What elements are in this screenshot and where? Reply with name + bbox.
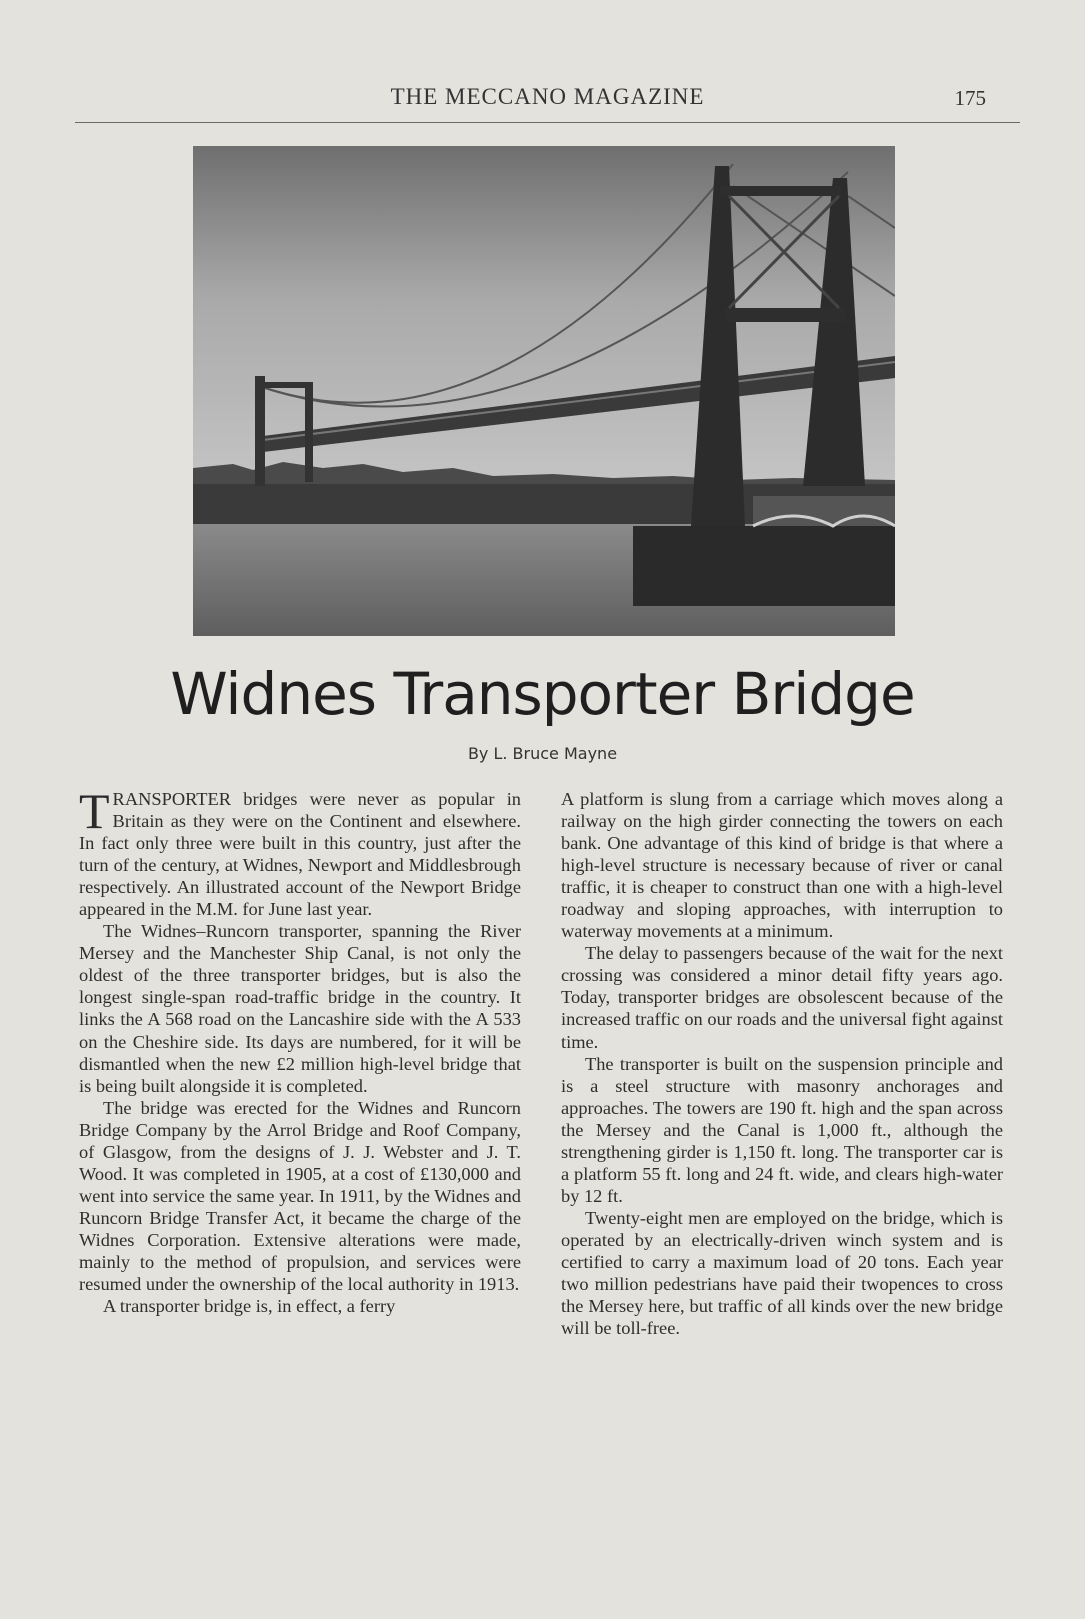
magazine-title: THE MECCANO MAGAZINE <box>390 84 705 109</box>
article-paragraph: The bridge was erected for the Widnes and Runcorn Bridge Company by the Arrol Bridge and Roof Company, of Glasgow, from the designs of J. J. Webster and J. T. Wood. It was completed in 1905, at a cost of £130,000 and went into service the same year. In 1911, by the Widnes and Runcorn Bridge Transfer Act, it became the charge of the Widnes Corporation. Extensive alterations were made, mainly to the method of propulsion, and services were resumed under the ownership of the local authority in 1913. <box>79 1097 521 1295</box>
page-number: 175 <box>954 86 986 110</box>
bridge-photo-illustration <box>193 146 895 636</box>
article-column-right <box>561 788 1003 1339</box>
article-paragraph: A transporter bridge is, in effect, a ferry <box>103 1296 396 1317</box>
page-header <box>75 84 1020 123</box>
article-paragraph <box>79 783 521 920</box>
article-column-left <box>79 783 521 1317</box>
article-paragraph: The transporter is built on the suspension principle and is a steel structure with masonry anchorages and approaches. The towers are 190 ft. high and the span across the Mersey and the Canal is 1,000 ft., although the strengthening girder is 1,150 ft. long. The transporter car is a platform 55 ft. long and 24 ft. wide, and clears high-water by 12 ft. <box>561 1053 1003 1206</box>
drop-cap: T <box>79 783 110 839</box>
article-byline: By L. Bruce Mayne <box>467 744 618 763</box>
article-title: Widnes Transporter Bridge <box>170 660 915 728</box>
article-paragraph: Twenty-eight men are employed on the bridge, which is operated by an electrically-driven winch system and is certified to carry a maximum load of 20 tons. Each year two million pedestrians have paid their twopences to cross the Mersey here, but traffic of all kinds over the new bridge will be toll-free. <box>561 1207 1003 1339</box>
paragraph-text: RANSPORTER bridges were never as popular in Britain as they were on the Continent and elsewhere. In fact only three were built in this country, just after the turn of the century, at Widnes, Newport and Middlesbrough respectively. An illustrated account of the Newport Bridge appeared in the M.M. for June last year. <box>79 789 521 920</box>
article-paragraph: The delay to passengers because of the wait for the next crossing was considered a minor detail fifty years ago. Today, transporter bridges are obsolescent because of the increased traffic on our roads and the universal fight against time. <box>561 943 1003 1052</box>
bridge-photograph <box>193 146 895 636</box>
article-paragraph: The Widnes–Runcorn transporter, spanning the River Mersey and the Manchester Ship Canal, is not only the oldest of the three transporter bridges, but is also the longest single-span road-traffic bridge in the country. It links the A 568 road on the Lancashire side with the A 533 on the Cheshire side. Its days are numbered, for it will be dismantled when the new £2 million high-level bridge that is being built alongside it is completed. <box>79 921 521 1096</box>
article-paragraph: A platform is slung from a carriage which moves along a railway on the high girder connecting the towers on each bank. One advantage of this kind of bridge is that where a high-level structure is necessary because of river or canal traffic, it is cheaper to construct than one with a high-level roadway and sloping approaches, with interruption to waterway movements at a minimum. <box>561 789 1003 942</box>
